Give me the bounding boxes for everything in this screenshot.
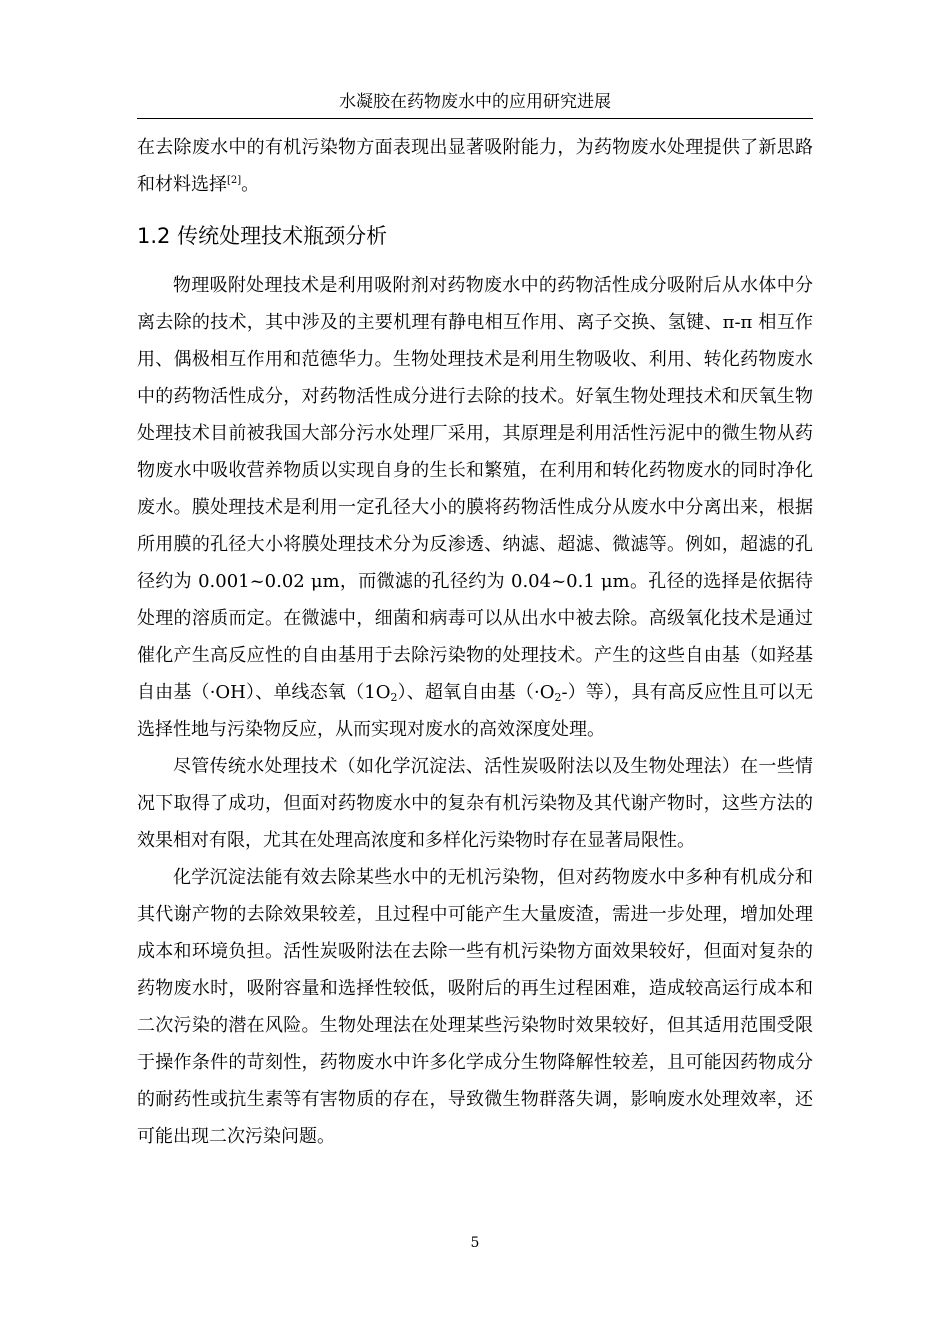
subscript: 2 <box>554 691 562 704</box>
paragraph-text: ）、超氧自由基（·O <box>397 682 555 703</box>
intro-text: 在去除废水中的有机污染物方面表现出显著吸附能力，为药物废水处理提供了新思路和材料选择 <box>137 137 813 195</box>
running-header-title: 水凝胶在药物废水中的应用研究进展 <box>339 92 611 112</box>
paragraph-method-drawbacks: 化学沉淀法能有效去除某些水中的无机污染物，但对药物废水中多种有机成分和其代谢产物的去除效果较差，且过程中可能产生大量废渣，需进一步处理，增加处理成本和环境负担。活性炭吸附法在去除一些有机污染物方面效果较好，但面对复杂的药物废水时，吸附容量和选择性较低，吸附后的再生过程困难，造成较高运行成本和二次污染的潜在风险。生物处理法在处理某些污染物时效果较好，但其适用范围受限于操作条件的苛刻性，药物废水中许多化学成分生物降解性较差，且可能因药物成分的耐药性或抗生素等有害物质的存在，导致微生物群落失调，影响废水处理效率，还可能出现二次污染问题。 <box>137 867 813 1147</box>
citation-marker: [2] <box>227 175 242 186</box>
paragraph-text: -）等），具有高反应性且可以无选择性地与污染物反应，从而实现对废水的高效深度处理。 <box>137 682 813 740</box>
intro-paragraph <box>137 129 813 203</box>
page-number: 5 <box>470 1235 480 1251</box>
section-heading: 1.2 传统处理技术瓶颈分析 <box>137 224 388 248</box>
paragraph-text: 物理吸附处理技术是利用吸附剂对药物废水中的药物活性成分吸附后从水体中分离去除的技术，其中涉及的主要机理有静电相互作用、离子交换、氢键、π-π 相互作用、偶极相互作用和范德华力。生物处理技术是利用生物吸收、利用、转化药物废水中的药物活性成分，对药物活性成分进行去除的技术。好氧生物处理技术和厌氧生物处理技术目前被我国大部分污水处理厂采用，其原理是利用活性污泥中的微生物从药物废水中吸收营养物质以实现自身的生长和繁殖，在利用和转化药物废水的同时净化废水。膜处理技术是利用一定孔径大小的膜将药物活性成分从废水中分离出来，根据所用膜的孔径大小将膜处理技术分为反渗透、纳滤、超滤、微滤等。例如，超滤的孔径约为 0.001~0.02 μm，而微滤的孔径约为 0.04~0.1 μm。孔径的选择是依据待处理的溶质而定。在微滤中，细菌和病毒可以从出水中被去除。高级氧化技术是通过催化产生高反应性的自由基用于去除污染物的处理技术。产生的这些自由基（如羟基自由基（·OH）、单线态氧（1O <box>137 275 813 703</box>
intro-end: 。 <box>241 174 260 195</box>
paragraph-limitations: 尽管传统水处理技术（如化学沉淀法、活性炭吸附法以及生物处理法）在一些情况下取得了成功，但面对药物废水中的复杂有机污染物及其代谢产物时，这些方法的效果相对有限，尤其在处理高浓度和多样化污染物时存在显著局限性。 <box>137 756 813 851</box>
running-header <box>137 90 813 119</box>
subscript: 2 <box>390 691 398 704</box>
paragraph-treatment-technologies <box>137 267 813 748</box>
section-body <box>137 267 813 1155</box>
intro-paragraph-block <box>137 129 813 203</box>
